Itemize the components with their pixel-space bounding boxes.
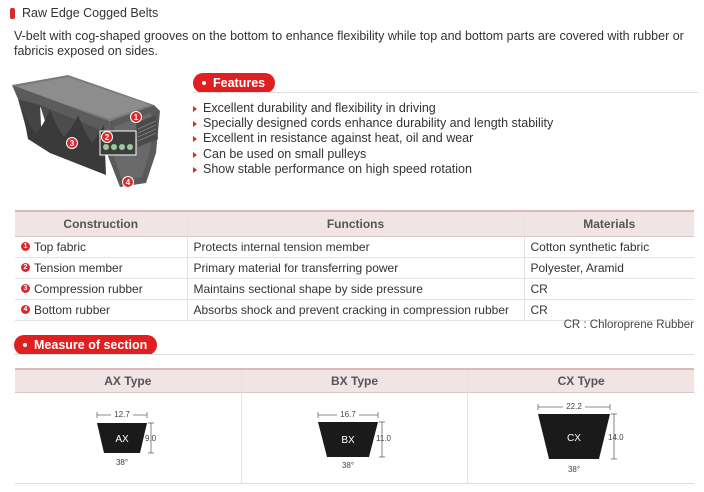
section-type-heading: BX Type xyxy=(242,370,468,393)
construction-name: Top fabric xyxy=(34,240,87,254)
belt-illustration xyxy=(10,75,180,200)
title-marker-icon xyxy=(10,8,15,19)
feature-item: Excellent in resistance against heat, oil and wear xyxy=(192,131,553,146)
construction-cell xyxy=(15,279,187,300)
section-type-heading: AX Type xyxy=(15,370,241,393)
angle-dimension: 38° xyxy=(568,465,581,474)
measure-badge xyxy=(14,335,157,355)
bx-profile-diagram xyxy=(242,393,468,483)
feature-item: Specially designed cords enhance durability and length stability xyxy=(192,116,553,131)
section-type-heading: CX Type xyxy=(468,370,694,393)
cx-profile-diagram xyxy=(468,393,694,483)
section-cx xyxy=(467,370,694,483)
marker-2: 2 xyxy=(104,133,110,142)
column-header-functions: Functions xyxy=(187,211,524,237)
features-list xyxy=(192,101,553,177)
construction-name: Bottom rubber xyxy=(34,303,111,317)
material-cell: Polyester, Aramid xyxy=(524,258,694,279)
page-title-text: Raw Edge Cogged Belts xyxy=(22,6,159,20)
feature-item: Excellent durability and flexibility in driving xyxy=(192,101,553,116)
features-label: Features xyxy=(213,76,266,90)
function-cell: Primary material for transferring power xyxy=(187,258,524,279)
function-cell: Maintains sectional shape by side pressure xyxy=(187,279,524,300)
measure-label: Measure of section xyxy=(34,338,148,352)
marker-1: 1 xyxy=(133,113,139,122)
number-badge-icon: 1 xyxy=(21,242,30,251)
width-dimension: 22.2 xyxy=(566,402,583,411)
marker-3: 3 xyxy=(69,139,75,148)
section-measure-table xyxy=(15,368,694,484)
material-cell: CR xyxy=(524,279,694,300)
height-dimension: 11.0 xyxy=(375,434,391,443)
construction-cell xyxy=(15,300,187,321)
width-dimension: 12.7 xyxy=(114,410,130,419)
table-row xyxy=(15,300,694,321)
angle-dimension: 38° xyxy=(341,461,354,470)
column-header-construction: Construction xyxy=(15,211,187,237)
height-dimension: 14.0 xyxy=(608,433,624,442)
table-row xyxy=(15,279,694,300)
page-title xyxy=(10,6,158,20)
feature-item: Can be used on small pulleys xyxy=(192,147,553,162)
number-badge-icon: 2 xyxy=(21,263,30,272)
profile-code: CX xyxy=(567,433,582,444)
table-row xyxy=(15,258,694,279)
section-bx xyxy=(241,370,468,483)
material-cell: CR xyxy=(524,300,694,321)
material-cell: Cotton synthetic fabric xyxy=(524,237,694,258)
column-header-materials: Materials xyxy=(524,211,694,237)
height-dimension: 9.0 xyxy=(145,434,157,443)
profile-code: BX xyxy=(341,435,355,446)
features-badge xyxy=(193,73,275,93)
table-header-row xyxy=(15,211,694,237)
divider xyxy=(14,354,694,355)
width-dimension: 16.7 xyxy=(339,410,356,419)
construction-cell xyxy=(15,237,187,258)
ax-profile-diagram xyxy=(15,393,241,483)
construction-name: Compression rubber xyxy=(34,282,143,296)
bullet-icon xyxy=(202,81,206,85)
bullet-icon xyxy=(23,343,27,347)
construction-cell xyxy=(15,258,187,279)
product-description: V-belt with cog-shaped grooves on the bottom to enhance flexibility while top and bottom parts are covered with rubber or fabricis exposed on sides. xyxy=(14,29,684,58)
section-ax xyxy=(15,370,241,483)
marker-4: 4 xyxy=(125,178,131,187)
number-badge-icon: 3 xyxy=(21,284,30,293)
divider xyxy=(193,92,698,93)
function-cell: Absorbs shock and prevent cracking in compression rubber xyxy=(187,300,524,321)
feature-item: Show stable performance on high speed rotation xyxy=(192,162,553,177)
profile-code: AX xyxy=(115,434,129,445)
number-badge-icon: 4 xyxy=(21,305,30,314)
footnote: CR : Chloroprene Rubber xyxy=(563,319,694,331)
angle-dimension: 38° xyxy=(115,458,129,467)
table-row xyxy=(15,237,694,258)
function-cell: Protects internal tension member xyxy=(187,237,524,258)
construction-table xyxy=(15,210,694,321)
construction-name: Tension member xyxy=(34,261,123,275)
